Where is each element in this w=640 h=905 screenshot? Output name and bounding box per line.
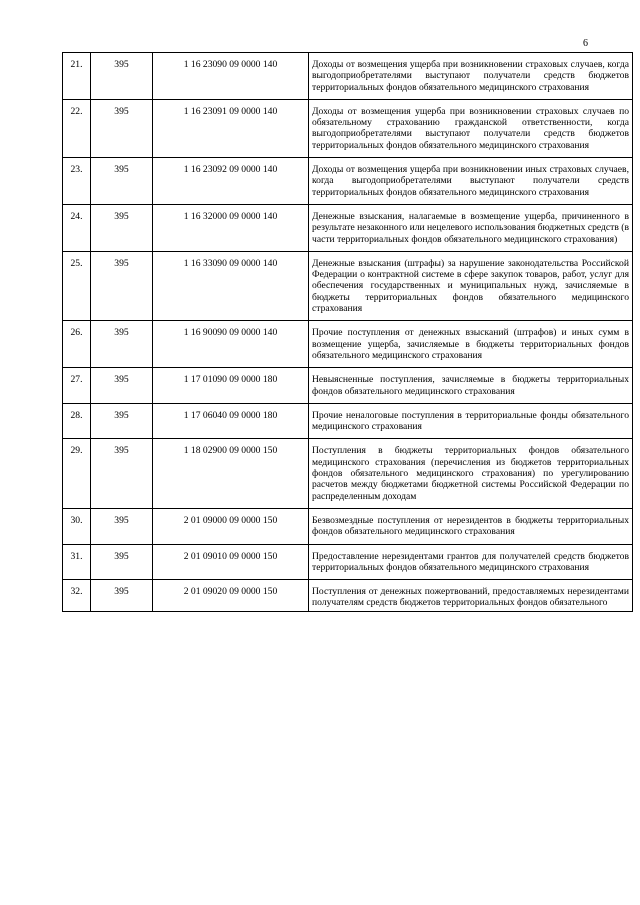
- administrator-code: 395: [91, 158, 153, 205]
- revenue-name: Поступления от денежных пожертвований, предоставляемых нерезидентами получателям средств бюджетов территориальных фондов обязательного: [309, 580, 633, 612]
- table-row: [63, 368, 633, 404]
- administrator-code: 395: [91, 368, 153, 404]
- budget-classification-code: 1 16 33090 09 0000 140: [153, 251, 309, 320]
- administrator-code: 395: [91, 580, 153, 612]
- administrator-code: 395: [91, 508, 153, 544]
- revenue-codes-table: [62, 52, 633, 612]
- table-row: [63, 251, 633, 320]
- administrator-code: 395: [91, 321, 153, 368]
- row-number: 31.: [63, 544, 91, 580]
- administrator-code: 395: [91, 251, 153, 320]
- row-number: 25.: [63, 251, 91, 320]
- table-row: [63, 544, 633, 580]
- budget-classification-code: 2 01 09000 09 0000 150: [153, 508, 309, 544]
- table-row: [63, 204, 633, 251]
- row-number: 30.: [63, 508, 91, 544]
- row-number: 24.: [63, 204, 91, 251]
- administrator-code: 395: [91, 53, 153, 100]
- revenue-name: Денежные взыскания, налагаемые в возмещение ущерба, причиненного в результате незаконного или нецелевого использования бюджетных средств (в части территориальных фондов обязательного медицинского страхования): [309, 204, 633, 251]
- row-number: 29.: [63, 439, 91, 508]
- budget-classification-code: 1 16 32000 09 0000 140: [153, 204, 309, 251]
- table-row: [63, 53, 633, 100]
- table-row: [63, 580, 633, 612]
- row-number: 21.: [63, 53, 91, 100]
- table-row: [63, 158, 633, 205]
- revenue-name: Прочие поступления от денежных взысканий (штрафов) и иных сумм в возмещение ущерба, зачисляемые в бюджеты территориальных фондов обязательного медицинского страхования: [309, 321, 633, 368]
- table-row: [63, 99, 633, 157]
- administrator-code: 395: [91, 439, 153, 508]
- revenue-name: Денежные взыскания (штрафы) за нарушение законодательства Российской Федерации о контрактной системе в сфере закупок товаров, работ, услуг для обеспечения государственных и муниципальных нужд, зачисляемые в бюджеты территориальных фондов обязательного медицинского страхования: [309, 251, 633, 320]
- budget-classification-code: 2 01 09020 09 0000 150: [153, 580, 309, 612]
- row-number: 26.: [63, 321, 91, 368]
- row-number: 32.: [63, 580, 91, 612]
- row-number: 23.: [63, 158, 91, 205]
- administrator-code: 395: [91, 204, 153, 251]
- revenue-name: Прочие неналоговые поступления в территориальные фонды обязательного медицинского страхования: [309, 403, 633, 439]
- table-row: [63, 439, 633, 508]
- budget-classification-code: 1 16 23092 09 0000 140: [153, 158, 309, 205]
- budget-classification-code: 1 18 02900 09 0000 150: [153, 439, 309, 508]
- revenue-name: Предоставление нерезидентами грантов для получателей средств бюджетов территориальных фондов обязательного медицинского страхования: [309, 544, 633, 580]
- revenue-name: Доходы от возмещения ущерба при возникновении страховых случаев по обязательному страхованию гражданской ответственности, когда выгодоприобретателями выступают получатели средств бюджетов территориальных фондов обязательного медицинского страхования: [309, 99, 633, 157]
- budget-classification-code: 1 16 90090 09 0000 140: [153, 321, 309, 368]
- table-row: [63, 508, 633, 544]
- budget-classification-code: 2 01 09010 09 0000 150: [153, 544, 309, 580]
- administrator-code: 395: [91, 99, 153, 157]
- revenue-name: Невыясненные поступления, зачисляемые в бюджеты территориальных фондов обязательного медицинского страхования: [309, 368, 633, 404]
- budget-classification-code: 1 17 06040 09 0000 180: [153, 403, 309, 439]
- page-number: 6: [583, 38, 588, 49]
- administrator-code: 395: [91, 403, 153, 439]
- budget-classification-code: 1 16 23091 09 0000 140: [153, 99, 309, 157]
- row-number: 22.: [63, 99, 91, 157]
- row-number: 27.: [63, 368, 91, 404]
- table-row: [63, 321, 633, 368]
- revenue-name: Доходы от возмещения ущерба при возникновении страховых случаев, когда выгодоприобретателями выступают получатели средств бюджетов территориальных фондов обязательного медицинского страхования: [309, 53, 633, 100]
- revenue-name: Доходы от возмещения ущерба при возникновении иных страховых случаев, когда выгодоприобретателями выступают получатели средств территориальных фондов обязательного медицинского страхования: [309, 158, 633, 205]
- budget-classification-code: 1 16 23090 09 0000 140: [153, 53, 309, 100]
- administrator-code: 395: [91, 544, 153, 580]
- revenue-name: Безвозмездные поступления от нерезидентов в бюджеты территориальных фондов обязательного медицинского страхования: [309, 508, 633, 544]
- revenue-name: Поступления в бюджеты территориальных фондов обязательного медицинского страхования (перечисления из бюджетов территориальных фондов обязательного медицинского страхования) по урегулированию расчетов между бюджетами бюджетной системы Российской Федерации по распределенным доходам: [309, 439, 633, 508]
- table-row: [63, 403, 633, 439]
- row-number: 28.: [63, 403, 91, 439]
- budget-classification-code: 1 17 01090 09 0000 180: [153, 368, 309, 404]
